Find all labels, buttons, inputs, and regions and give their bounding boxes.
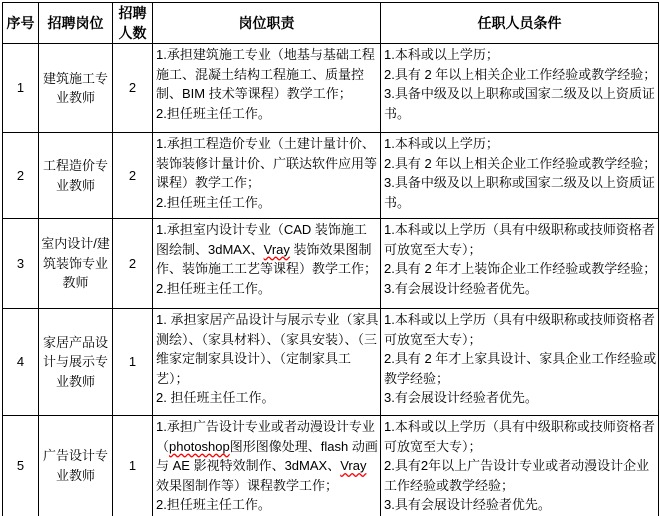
cell-requirements — [381, 219, 659, 309]
duty-item: 2.担任班主任工作。 — [156, 194, 271, 210]
duty-item: 1.承担广告设计专业或者动漫设计专业（photoshop图形图像处理、flash 动画与 AE 影视特效制作、3dMAX、Vray 效果图制作等）课程教学工作； — [156, 419, 378, 493]
cell-position: 广告设计专业教师 — [39, 416, 113, 516]
duty-item: 2.担任班主任工作。 — [156, 105, 271, 121]
cell-duties — [153, 133, 381, 219]
requirement-item: 1.本科或以上学历； — [384, 136, 499, 151]
cell-requirements — [381, 44, 659, 133]
cell-duties — [153, 219, 381, 309]
cell-requirements — [381, 309, 659, 416]
cell-no: 2 — [3, 133, 39, 219]
requirement-item: 2.具有 2 年才上家具设计、家具企业工作经验或教学经验； — [384, 351, 657, 386]
cell-no: 4 — [3, 309, 39, 416]
requirement-item: 1.本科或以上学历； — [384, 47, 499, 62]
duty-item: 1.承担建筑施工专业（地基与基础工程施工、混凝土结构工程施工、质量控制、BIM 技术等课程）教学工作； — [156, 47, 375, 101]
table-row — [3, 133, 659, 219]
duty-item: 1.承担室内设计专业（CAD 装饰施工图绘制、3dMAX、Vray 装饰效果图制作、装饰施工工艺等课程）教学工作； — [156, 222, 378, 276]
cell-count: 2 — [113, 219, 153, 309]
cell-count: 1 — [113, 416, 153, 516]
cell-position: 家居产品设计与展示专业教师 — [39, 309, 113, 416]
cell-no: 5 — [3, 416, 39, 516]
requirement-item: 2.具有 2 年以上相关企业工作经验或教学经验； — [384, 155, 657, 171]
cell-requirements — [381, 133, 659, 219]
duty-item: 1.承担工程造价专业（土建计量计价、装饰装修计量计价、广联达软件应用等课程）教学工作； — [156, 136, 378, 190]
requirement-item: 2.具有2年以上广告设计专业或者动漫设计企业工作经验或教学经验； — [384, 458, 650, 493]
cell-count: 2 — [113, 44, 153, 133]
cell-duties — [153, 44, 381, 133]
table-body — [3, 44, 659, 516]
requirement-item: 2.具有 2 年以上相关企业工作经验或教学经验； — [384, 66, 657, 82]
column-header-requirements: 任职人员条件 — [381, 3, 659, 44]
requirement-item: 3.具备中级及以上职称或国家二级及以上资质证书。 — [384, 175, 655, 210]
spellcheck-squiggle: Vray — [340, 458, 367, 473]
recruitment-table — [2, 2, 659, 516]
requirement-item: 3.有会展设计经验者优先。 — [384, 390, 538, 405]
requirement-item: 1.本科或以上学历（具有中级职称或技师资格者可放宽至大专）； — [384, 222, 655, 257]
column-header-count: 招聘人数 — [113, 3, 153, 44]
duty-item: 1. 承担家居产品设计与展示专业（家具测绘）、（家具材料）、（家具安装）、（三维家定制家具设计）、（定制家具工艺）； — [156, 312, 379, 386]
cell-no: 3 — [3, 219, 39, 309]
cell-no: 1 — [3, 44, 39, 133]
cell-position: 室内设计/建筑装饰专业教师 — [39, 219, 113, 309]
cell-position: 工程造价专业教师 — [39, 133, 113, 219]
column-header-no: 序号 — [3, 3, 39, 44]
cell-duties — [153, 309, 381, 416]
cell-position: 建筑施工专业教师 — [39, 44, 113, 133]
column-header-duties: 岗位职责 — [153, 3, 381, 44]
duty-item: 2. 担任班主任工作。 — [156, 390, 275, 405]
requirement-item: 1.本科或以上学历（具有中级职称或技师资格者可放宽至大专）； — [384, 312, 655, 347]
table-row — [3, 416, 659, 516]
requirement-item: 3.具有会展设计经验者优先。 — [384, 497, 551, 512]
requirement-item: 1.本科或以上学历（具有中级职称或技师资格者可放宽至大专）； — [384, 419, 655, 454]
cell-count: 2 — [113, 133, 153, 219]
table-row — [3, 309, 659, 416]
requirement-item: 2.具有 2 年才上装饰企业工作经验或教学经验； — [384, 261, 657, 276]
table-row — [3, 44, 659, 133]
cell-duties — [153, 416, 381, 516]
cell-count: 1 — [113, 309, 153, 416]
spellcheck-squiggle: photoshop — [169, 438, 230, 454]
cell-requirements — [381, 416, 659, 516]
spellcheck-squiggle: Vray — [263, 241, 290, 257]
header-row — [3, 3, 659, 44]
requirement-item: 3.有会展设计经验者优先。 — [384, 280, 538, 296]
duty-item: 2.担任班主任工作。 — [156, 497, 271, 512]
column-header-position: 招聘岗位 — [39, 3, 113, 44]
requirement-item: 3.具备中级及以上职称或国家二级及以上资质证书。 — [384, 86, 655, 121]
table-row — [3, 219, 659, 309]
duty-item: 2.担任班主任工作。 — [156, 280, 271, 296]
